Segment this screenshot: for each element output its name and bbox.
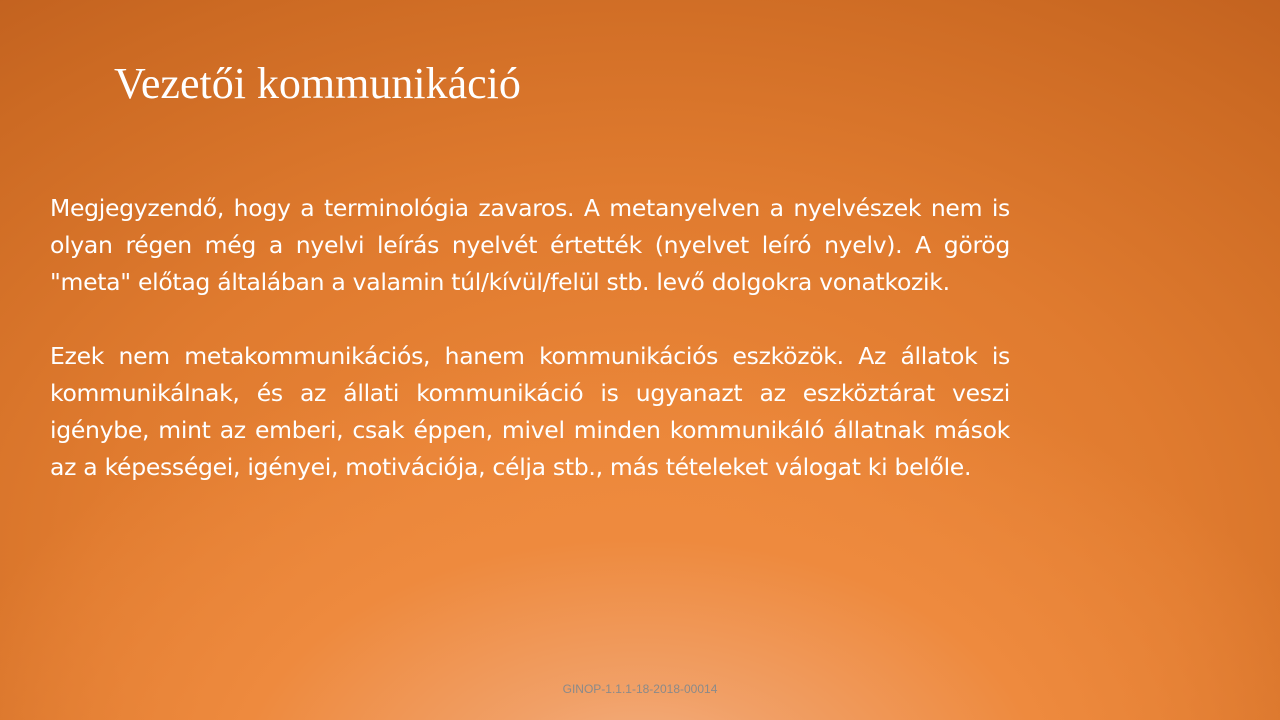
body-paragraph-2: Ezek nem metakommunikációs, hanem kommunikációs eszközök. Az állatok is kommunikálnak, és az állati kommunikáció is ugyanazt az eszköztárat veszi igénybe, mint az emberi, csak éppen, mivel minden kommunikáló állatnak mások az a képességei, igényei, motivációja, célja stb., más tételeket válogat ki belőle. [50,342,1010,481]
body-paragraph-1: Megjegyzendő, hogy a terminológia zavaros. A metanyelven a nyelvészek nem is olyan régen még a nyelvi leírás nyelvét értették (nyelvet leíró nyelv). A görög "meta" előtag általában a valamin túl/kívül/felül stb. levő dolgokra vonatkozik. [50,194,1010,296]
slide-footer: GINOP-1.1.1-18-2018-00014 [562,682,718,696]
slide-body [50,190,1010,523]
slide-title: Vezetői kommunikáció [114,59,521,108]
